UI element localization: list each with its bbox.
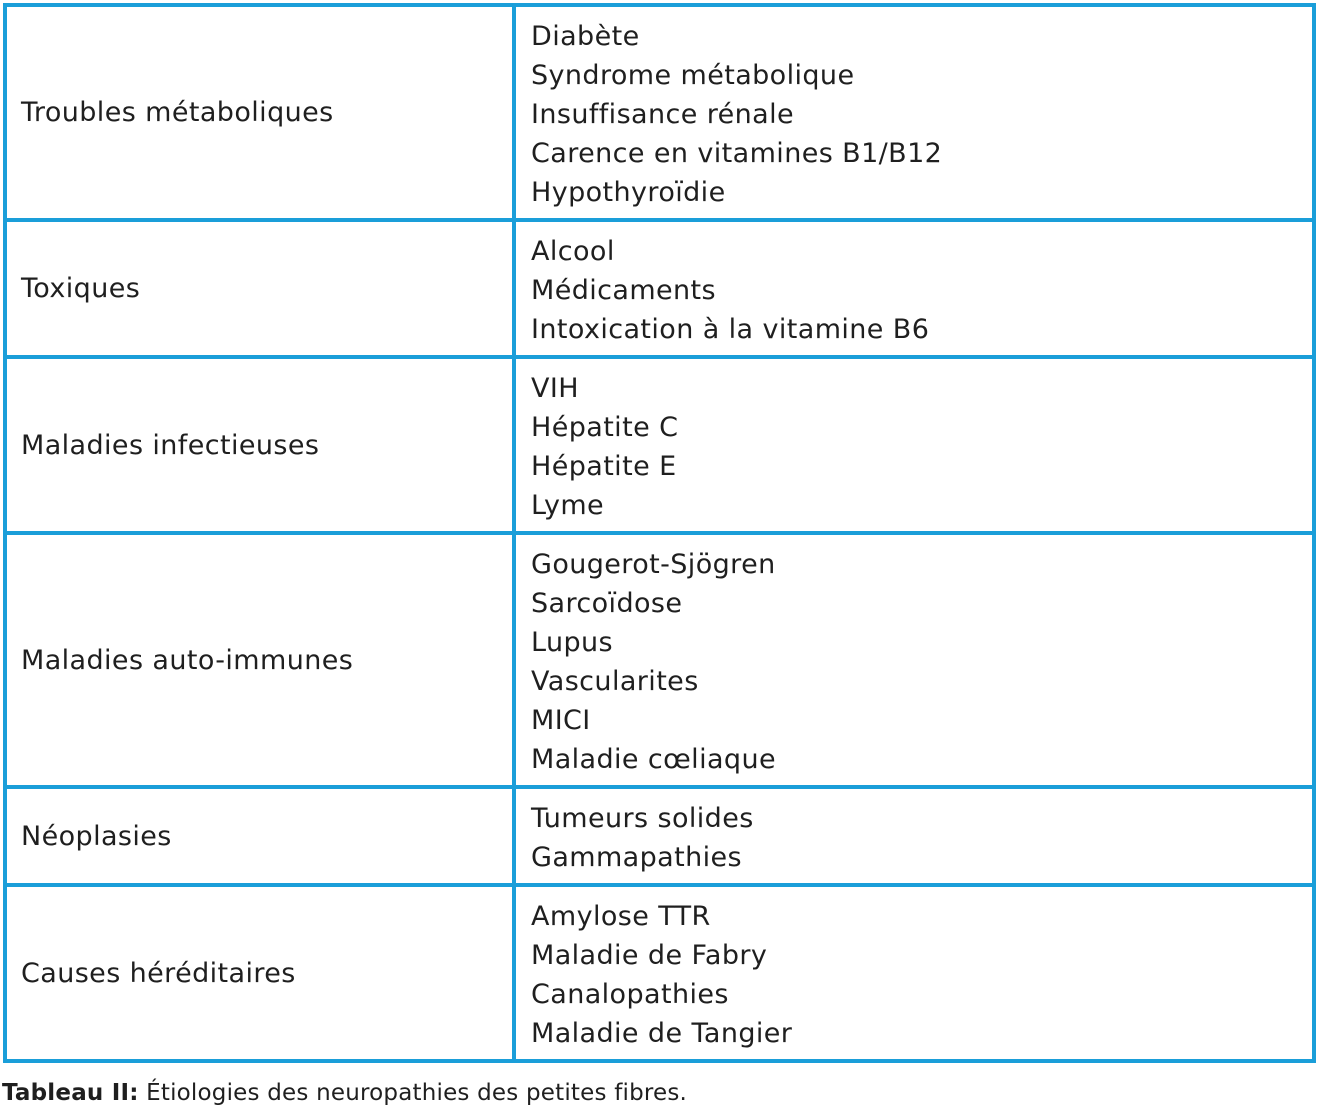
table-row <box>5 220 1314 357</box>
category-cell <box>5 357 514 533</box>
etiology-item: Lyme <box>531 490 605 521</box>
etiology-item: Gammapathies <box>531 842 742 873</box>
table-body <box>5 5 1314 1061</box>
category-cell <box>5 885 514 1061</box>
etiology-item: Maladie cœliaque <box>531 744 776 775</box>
category-label: Troubles métaboliques <box>21 97 334 128</box>
etiology-table <box>3 3 1316 1063</box>
items-cell <box>514 885 1314 1061</box>
items-cell <box>514 533 1314 787</box>
etiology-item: Syndrome métabolique <box>531 60 855 91</box>
etiology-item: Canalopathies <box>531 979 729 1010</box>
category-cell <box>5 220 514 357</box>
category-label: Toxiques <box>21 273 141 304</box>
etiology-item: Insuffisance rénale <box>531 99 795 130</box>
etiology-item: Lupus <box>531 627 613 658</box>
etiology-item: Hépatite C <box>531 412 679 443</box>
etiology-item: Gougerot-Sjögren <box>531 549 776 580</box>
table-row <box>5 787 1314 885</box>
category-label: Maladies infectieuses <box>21 429 320 461</box>
category-cell <box>5 787 514 885</box>
table-row <box>5 533 1314 787</box>
etiology-item: Tumeurs solides <box>531 803 754 834</box>
table-row <box>5 885 1314 1061</box>
items-cell <box>514 220 1314 357</box>
category-cell <box>5 5 514 220</box>
etiology-item: Maladie de Fabry <box>531 940 768 971</box>
items-cell <box>514 357 1314 533</box>
items-cell <box>514 5 1314 220</box>
etiology-item: Maladie de Tangier <box>531 1018 793 1049</box>
caption-text: Étiologies des neuropathies des petites fibres. <box>138 1080 688 1106</box>
etiology-item: VIH <box>531 373 579 404</box>
category-label: Maladies auto-immunes <box>21 644 354 676</box>
caption-label: Tableau II: <box>2 1080 139 1106</box>
etiology-item: Amylose TTR <box>531 901 711 932</box>
etiology-item: Vascularites <box>531 666 699 697</box>
etiology-item: Diabète <box>531 21 640 52</box>
etiology-item: Carence en vitamines B1/B12 <box>531 138 943 169</box>
table-row <box>5 5 1314 220</box>
etiology-item: Alcool <box>531 236 615 267</box>
etiology-item: Médicaments <box>531 275 717 306</box>
table-row <box>5 357 1314 533</box>
items-cell <box>514 787 1314 885</box>
category-label: Néoplasies <box>21 820 172 852</box>
etiology-item: Intoxication à la vitamine B6 <box>531 314 930 345</box>
etiology-item: MICI <box>531 705 591 736</box>
category-cell <box>5 533 514 787</box>
etiology-item: Sarcoïdose <box>531 588 683 619</box>
etiology-item: Hépatite E <box>531 451 677 482</box>
category-label: Causes héréditaires <box>21 957 296 989</box>
table-caption <box>2 1080 687 1106</box>
etiology-item: Hypothyroïdie <box>531 177 726 208</box>
